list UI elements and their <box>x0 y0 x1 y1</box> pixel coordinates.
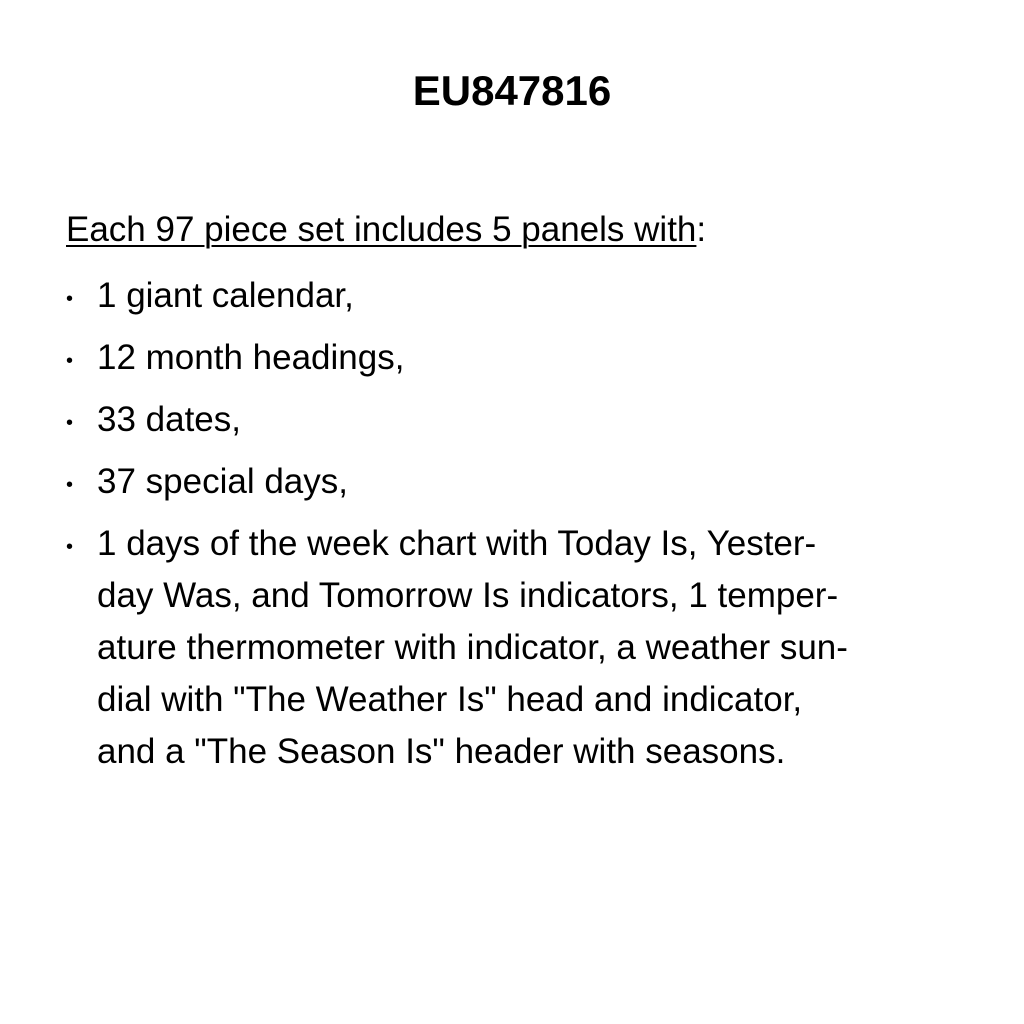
list-item <box>66 394 966 446</box>
list-item-line: ature thermometer with indicator, a weather sun- <box>97 628 848 667</box>
bullet-icon: • <box>66 288 74 310</box>
intro-colon: : <box>696 210 707 249</box>
list-item-line: day Was, and Tomorrow Is indicators, 1 temper- <box>97 576 839 615</box>
list-item <box>66 332 966 384</box>
list-item-line: 1 days of the week chart with Today Is, Yester- <box>97 524 817 563</box>
list-item-text: 37 special days, <box>97 462 348 501</box>
page-title: EU847816 <box>412 67 612 114</box>
list-item-text: 33 dates, <box>97 400 241 439</box>
list-item <box>66 518 966 778</box>
contents-list <box>66 270 966 788</box>
list-item-line: dial with "The Weather Is" head and indicator, <box>97 680 803 719</box>
list-item <box>66 270 966 322</box>
bullet-icon: • <box>66 350 74 372</box>
list-item-text: 12 month headings, <box>97 338 405 377</box>
list-item-text: 1 giant calendar, <box>97 276 354 315</box>
intro-text: Each 97 piece set includes 5 panels with <box>66 210 697 249</box>
bullet-icon: • <box>66 536 74 558</box>
bullet-icon: • <box>66 412 74 434</box>
list-item-line: and a "The Season Is" header with seasons. <box>97 732 786 771</box>
list-item <box>66 456 966 508</box>
intro-line <box>66 208 706 252</box>
bullet-icon: • <box>66 474 74 496</box>
